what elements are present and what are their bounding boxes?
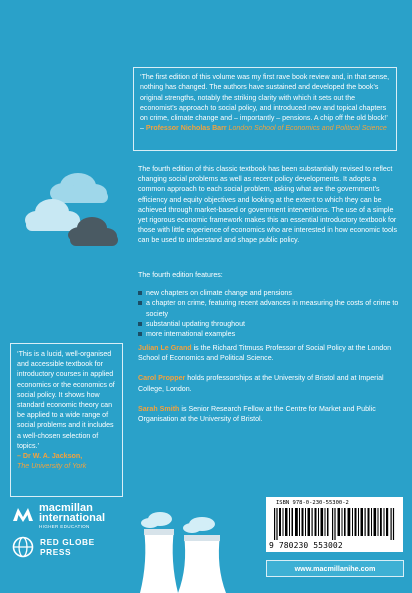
imprint-name-2: PRESS [40, 547, 72, 557]
side-quote-text: ‘This is a lucid, well-organised and accessible textbook for introductory courses in applied economics or the economics of social policy. It shows how standard economic theory can be applied to a wide range of social problems and it includes a well-chosen selection of topics.’ [17, 350, 115, 450]
pale-cloud-icon [25, 199, 82, 231]
author-bios [138, 343, 400, 434]
review-quote-text: ‘The first edition of this volume was my first rave book review and, in that sense, nothing has changed. The authors have sustained and developed the book’s original strengths, notably the striking clarity with which it sets out the economist’s approach to social policy, and introduced new and topical chapters on crime, climate change and – importantly – pensions. A chip off the old block!’ – [140, 74, 390, 133]
author-name: Sarah Smith [138, 404, 180, 413]
side-quote-institution: The University of York [17, 462, 87, 471]
review-quote-box [133, 67, 397, 151]
bullet-icon [138, 322, 142, 326]
author-bio: Julian Le Grand is the Richard Titmuss Professor of Social Policy at the London School of Economics and Political Science. [138, 344, 392, 363]
imprint-logo [12, 536, 122, 560]
barcode-number: 9 780230 553002 [269, 541, 343, 550]
bullet-icon [138, 291, 142, 295]
features-list [138, 288, 400, 339]
tower-stripe [144, 529, 174, 535]
clouds-illustration [22, 166, 122, 256]
barcode-icon [274, 508, 395, 540]
cooling-towers-illustration [134, 505, 260, 593]
features-heading: The fourth edition features: [138, 271, 223, 279]
publisher-division: HIGHER EDUCATION [39, 524, 90, 529]
side-quote-author: – Dr W. A. Jackson, [17, 452, 83, 461]
publisher-name: macmillan [39, 502, 93, 514]
cooling-tower-icon [178, 535, 226, 593]
macmillan-m-icon [12, 505, 34, 523]
feature-item: new chapters on climate change and pensions [138, 288, 400, 298]
imprint-name: RED GLOBE [40, 537, 95, 547]
feature-item: more international examples [138, 329, 400, 339]
feature-item: a chapter on crime, featuring recent advances in measuring the costs of crime to society [138, 298, 400, 318]
barcode [266, 497, 403, 552]
author-bio: Carol Propper holds professorships at the University of Bristol and at Imperial College, London. [138, 374, 384, 393]
description-paragraph: The fourth edition of this classic textbook has been substantially revised to reflect changing social problems as well as recent policy developments. It adopts a common approach to each social problem, asking what are the government’s efficiency and equity objectives and looking at the extent to which they can be achieved through market-based or government interventions. The use of a simple yet rigorous economic framework makes this an essential introductory textbook for those with little experience of economics who are interested in how economic tools can be used to understand and shape public policy. [138, 165, 398, 245]
features-section [138, 270, 400, 339]
publisher-name-2: international [39, 512, 106, 524]
globe-icon [12, 536, 34, 558]
isbn-text: ISBN 978-0-230-55300-2 [276, 500, 349, 506]
cooling-tower-icon [140, 529, 178, 593]
publisher-logo [12, 503, 132, 529]
review-quote-institution: London School of Economics and Political Science [228, 125, 387, 133]
description [138, 164, 400, 256]
author-bio: Sarah Smith is Senior Research Fellow at the Centre for Market and Public Organisation at the University of Bristol. [138, 404, 376, 424]
review-quote-author: Professor Nicholas Barr [145, 125, 227, 133]
bullet-icon [138, 332, 142, 336]
feature-item: substantial updating throughout [138, 319, 400, 329]
bullet-icon [138, 301, 142, 305]
light-cloud-icon [50, 173, 108, 203]
author-name: Julian Le Grand [138, 344, 192, 352]
tower-stripe [184, 535, 220, 541]
author-name: Carol Propper [138, 374, 186, 383]
side-quote-box [10, 343, 123, 497]
website-link[interactable]: www.macmillanihe.com [266, 560, 404, 577]
